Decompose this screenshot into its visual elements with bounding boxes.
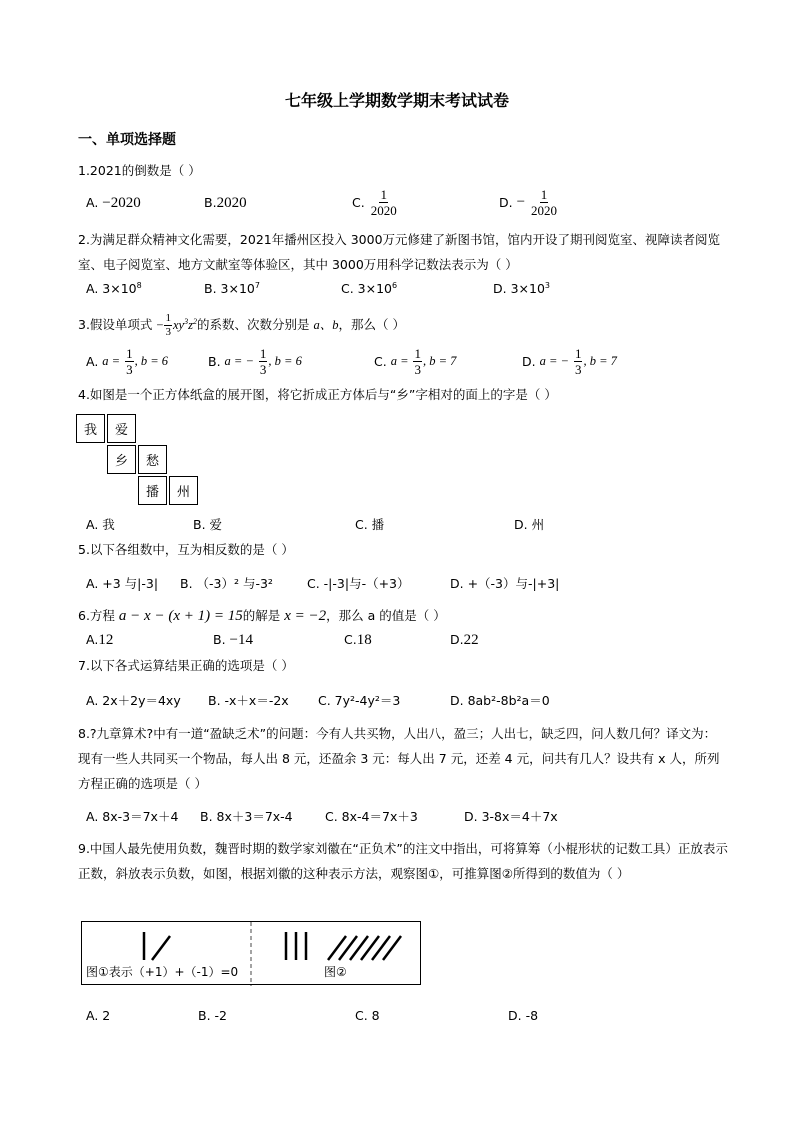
question-8-stem: 8.?九章算术?中有一道“盈缺乏术”的问题：今有人共买物，人出八，盈三；人出七，缺乏四，问人数几何？译文为：现有一些人共同买一个物品，每人出 8 元，还盈余 3 元：每人出 7 元，还差 4 元，问共有几人？设共有 x 人，所列方程正确的选项是（ ） [78, 726, 720, 791]
page-title: 七年级上学期数学期末考试试卷 [284, 91, 509, 110]
q7-option-d: D. 8ab²-8b²a＝0 [450, 693, 550, 708]
q8-option-c: C. 8x-4＝7x＋3 [325, 809, 418, 824]
q8-option-b: B. 8x＋3＝7x-4 [200, 809, 293, 824]
q1-option-a: A. −2020 [86, 195, 141, 211]
q5-option-c: C. -|-3|与-（+3） [307, 576, 410, 591]
net-cell: 愁 [138, 445, 167, 474]
question-3-stem: 3.假设单项式 − $\frac{1}{3}$ $xy^3z^2$的系数、次数分别是 a、b，那么（ ） [78, 312, 405, 339]
slanted-rod [361, 936, 379, 960]
question-2-stem: 2.为满足群众精神文化需要，2021年播州区投入 3000万元修建了新图书馆，馆内开设了期刊阅览室、视障读者阅览室、电子阅览室、地方文献室等体验区，其中 3000万用科学记数法表示为（ ） [78, 232, 721, 272]
q2-option-b: B. $3\times 10^7$ [204, 281, 260, 297]
monomial: $xy^3z^2$ [172, 317, 197, 333]
q9-option-c: C. 8 [355, 1008, 380, 1023]
q3-option-a: A. a = $\frac{1}{3}$ , b = 6 [86, 346, 169, 377]
q9-option-b: B. -2 [198, 1008, 227, 1023]
slanted-rod [328, 936, 346, 960]
q1-option-c: C. $\frac{1}{2020}$ [352, 187, 397, 218]
slanted-rod [372, 936, 390, 960]
question-5-stem: 5.以下各组数中，互为相反数的是（ ） [78, 542, 294, 557]
question-9-stem: 9.中国人最先使用负数，魏晋时期的数学家刘徽在“正负术”的注文中指出，可将算筹（小棍形状的记数工具）正放表示正数，斜放表示负数，如图，根据刘徽的这种表示方法，观察图①，可推算图②所得到的数值为（ ） [78, 841, 728, 881]
net-cell: 播 [138, 476, 167, 505]
q9-option-a: A. 2 [86, 1008, 111, 1023]
net-cell: 我 [76, 414, 105, 443]
q7-option-b: B. -x＋x＝-2x [208, 693, 289, 708]
q7-option-c: C. 7y²-4y²＝3 [318, 693, 401, 708]
slanted-rod [350, 936, 368, 960]
net-cell: 爱 [107, 414, 136, 443]
q2-option-a: A. $3\times 10^8$ [86, 281, 142, 297]
q4-option-a: A. 我 [86, 517, 115, 532]
q4-option-b: B. 爱 [193, 517, 223, 532]
figure-1-caption: 图①表示（+1）+（-1）=0 [86, 965, 239, 979]
slanted-rod [152, 936, 170, 960]
q6-option-a: A.12 [86, 632, 114, 648]
slanted-rod [383, 936, 401, 960]
net-cell: 乡 [107, 445, 136, 474]
q1-option-b: B.2020 [204, 195, 247, 211]
counting-rods-figure [81, 921, 421, 985]
q3-option-d: D. a = − $\frac{1}{3}$ , b = 7 [522, 346, 617, 377]
q2-option-d: D. $3\times 10^3$ [493, 281, 550, 297]
q9-option-d: D. -8 [508, 1008, 539, 1023]
q8-option-a: A. 8x-3＝7x＋4 [86, 809, 179, 824]
slanted-rod [339, 936, 357, 960]
section-heading: 一、单项选择题 [78, 132, 176, 148]
q3-option-b: B. a = − $\frac{1}{3}$ , b = 6 [208, 346, 302, 377]
q4-option-d: D. 州 [514, 517, 545, 532]
q6-option-c: C.18 [344, 632, 372, 648]
q6-option-d: D.22 [450, 632, 479, 648]
question-4-stem: 4.如图是一个正方体纸盒的展开图，将它折成正方体后与“乡”字相对的面上的字是（ ） [78, 387, 557, 402]
q4-option-c: C. 播 [355, 517, 385, 532]
q1-option-d: D. − $\frac{1}{2020}$ [499, 187, 558, 218]
question-6-stem: 6.方程 a − x − (x + 1) = 15的解是 x = −2，那么 a 的值是（ ） [78, 608, 446, 624]
q5-option-b: B. （-3）² 与-3² [180, 576, 273, 591]
question-1-stem: 1.2021的倒数是（ ） [78, 163, 201, 178]
q6-option-b: B. −14 [213, 632, 254, 648]
q3-option-c: C. a = $\frac{1}{3}$ , b = 7 [374, 346, 457, 377]
q7-option-a: A. 2x＋2y＝4xy [86, 693, 181, 708]
net-cell: 州 [169, 476, 198, 505]
question-7-stem: 7.以下各式运算结果正确的选项是（ ） [78, 658, 294, 673]
q8-option-d: D. 3-8x＝4＋7x [464, 809, 558, 824]
q2-option-c: C. $3\times 10^6$ [341, 281, 398, 297]
figure-2-caption: 图② [324, 965, 347, 979]
cube-net-figure [76, 414, 202, 506]
q5-option-d: D. +（-3）与-|+3| [450, 576, 560, 591]
q5-option-a: A. +3 与|-3| [86, 576, 159, 591]
